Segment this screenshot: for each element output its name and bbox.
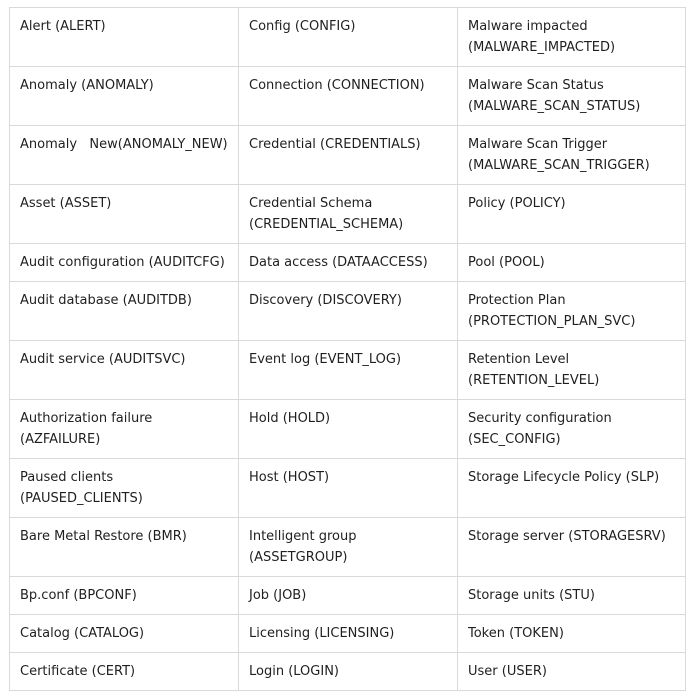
table-cell: Config (CONFIG)	[239, 8, 458, 67]
table-cell: Certificate (CERT)	[10, 653, 239, 691]
table-cell: Storage units (STU)	[458, 577, 686, 615]
table-row	[10, 615, 686, 653]
table-cell: Malware Scan Trigger (MALWARE_SCAN_TRIGGER)	[458, 126, 686, 185]
table-cell: Protection Plan (PROTECTION_PLAN_SVC)	[458, 282, 686, 341]
table-cell: Retention Level (RETENTION_LEVEL)	[458, 341, 686, 400]
table-cell: Host (HOST)	[239, 459, 458, 518]
table-cell: Bare Metal Restore (BMR)	[10, 518, 239, 577]
table-cell: Intelligent group (ASSETGROUP)	[239, 518, 458, 577]
table-cell: Security configuration (SEC_CONFIG)	[458, 400, 686, 459]
table-cell: Licensing (LICENSING)	[239, 615, 458, 653]
table-cell: Asset (ASSET)	[10, 185, 239, 244]
table-cell: Login (LOGIN)	[239, 653, 458, 691]
audit-category-table	[9, 7, 686, 691]
table-row	[10, 518, 686, 577]
table-cell: Anomaly (ANOMALY)	[10, 67, 239, 126]
table-cell: Bp.conf (BPCONF)	[10, 577, 239, 615]
table-cell: Audit service (AUDITSVC)	[10, 341, 239, 400]
table-row	[10, 67, 686, 126]
table-row	[10, 244, 686, 282]
table-row	[10, 185, 686, 244]
table-cell: Token (TOKEN)	[458, 615, 686, 653]
table-cell: Paused clients (PAUSED_CLIENTS)	[10, 459, 239, 518]
table-row	[10, 653, 686, 691]
table-cell: Pool (POOL)	[458, 244, 686, 282]
table-row	[10, 126, 686, 185]
table-row	[10, 8, 686, 67]
table-cell: Storage server (STORAGESRV)	[458, 518, 686, 577]
table-cell: Alert (ALERT)	[10, 8, 239, 67]
table-body	[10, 8, 686, 691]
table-cell: Policy (POLICY)	[458, 185, 686, 244]
table-cell: Discovery (DISCOVERY)	[239, 282, 458, 341]
table-cell: Hold (HOLD)	[239, 400, 458, 459]
table-cell: Malware Scan Status (MALWARE_SCAN_STATUS)	[458, 67, 686, 126]
table-cell: Event log (EVENT_LOG)	[239, 341, 458, 400]
table-row	[10, 282, 686, 341]
table-row	[10, 577, 686, 615]
table-cell: User (USER)	[458, 653, 686, 691]
table-cell: Anomaly New(ANOMALY_NEW)	[10, 126, 239, 185]
table-row	[10, 459, 686, 518]
table-cell: Malware impacted (MALWARE_IMPACTED)	[458, 8, 686, 67]
table-cell: Audit database (AUDITDB)	[10, 282, 239, 341]
table-cell: Catalog (CATALOG)	[10, 615, 239, 653]
table-cell: Data access (DATAACCESS)	[239, 244, 458, 282]
table-cell: Job (JOB)	[239, 577, 458, 615]
table-row	[10, 400, 686, 459]
table-cell: Storage Lifecycle Policy (SLP)	[458, 459, 686, 518]
table-cell: Audit configuration (AUDITCFG)	[10, 244, 239, 282]
table-cell: Authorization failure (AZFAILURE)	[10, 400, 239, 459]
table-row	[10, 341, 686, 400]
table-cell: Credential (CREDENTIALS)	[239, 126, 458, 185]
table-cell: Credential Schema (CREDENTIAL_SCHEMA)	[239, 185, 458, 244]
table-cell: Connection (CONNECTION)	[239, 67, 458, 126]
